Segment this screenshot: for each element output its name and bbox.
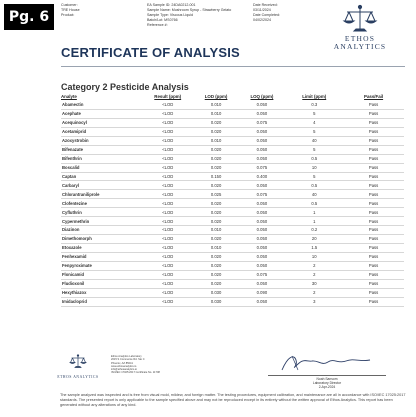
ethos-logo <box>318 4 402 51</box>
pass-fail-cell: Pass <box>343 252 404 261</box>
result-cell: <LOD <box>142 181 194 190</box>
analyte-cell: Azoxystrobin <box>61 136 142 145</box>
lod-cell: 0.020 <box>194 208 239 217</box>
analyte-cell: Bifenazate <box>61 145 142 154</box>
limit-cell: 0.5 <box>285 154 343 163</box>
completed-value: 04/02/2024 <box>253 18 271 22</box>
pass-fail-cell: Pass <box>343 172 404 181</box>
limit-cell: 0.2 <box>285 226 343 235</box>
received-label: Date Received: <box>253 3 278 7</box>
result-cell: <LOD <box>142 190 194 199</box>
reference: Reference #: <box>147 23 168 27</box>
lod-cell: 0.020 <box>194 235 239 244</box>
lod-cell: 0.010 <box>194 226 239 235</box>
table-row <box>61 145 404 154</box>
loq-cell: 0.050 <box>239 208 286 217</box>
loq-cell: 0.050 <box>239 279 286 288</box>
footer-logo-brand-text: ETHOS ANALYTICS <box>57 375 99 379</box>
loq-cell: 0.050 <box>239 154 286 163</box>
address-line: Ethos Analytics Laboratory <box>111 355 142 358</box>
pass-fail-cell: Pass <box>343 217 404 226</box>
loq-cell: 0.050 <box>239 136 286 145</box>
pass-fail-cell: Pass <box>343 101 404 109</box>
pass-fail-cell: Pass <box>343 270 404 279</box>
product-label: Product: <box>61 13 75 17</box>
result-cell: <LOD <box>142 208 194 217</box>
table-row <box>61 244 404 253</box>
loq-cell: 0.050 <box>239 297 286 306</box>
customer-label: Customer: <box>61 3 78 7</box>
batch-lot: Batch/Lot: MS0766 <box>147 18 178 22</box>
lod-cell: 0.030 <box>194 288 239 297</box>
analyte-cell: Fenpyroximate <box>61 261 142 270</box>
lod-cell: 0.150 <box>194 172 239 181</box>
result-cell: <LOD <box>142 244 194 253</box>
analyte-cell: Dimethomorph <box>61 235 142 244</box>
pass-fail-cell: Pass <box>343 127 404 136</box>
loq-cell: 0.050 <box>239 235 286 244</box>
result-cell: <LOD <box>142 226 194 235</box>
loq-cell: 0.050 <box>239 226 286 235</box>
table-header-row <box>61 94 404 101</box>
loq-cell: 0.050 <box>239 109 286 118</box>
analyte-cell: Flonicamid <box>61 270 142 279</box>
table-row <box>61 252 404 261</box>
result-cell: <LOD <box>142 235 194 244</box>
analyte-cell: Bifenthrin <box>61 154 142 163</box>
pass-fail-cell: Pass <box>343 208 404 217</box>
analyte-cell: Cyfluthrin <box>61 208 142 217</box>
title-divider <box>61 66 405 67</box>
lod-cell: 0.030 <box>194 297 239 306</box>
completed-label: Date Completed: <box>253 13 280 17</box>
table-row <box>61 136 404 145</box>
analyte-cell: Acetamiprid <box>61 127 142 136</box>
header-dates-block <box>253 3 280 23</box>
lod-cell: 0.020 <box>194 279 239 288</box>
limit-cell: 20 <box>285 235 343 244</box>
logo-brand-text: ETHOS ANALYTICS <box>333 34 387 51</box>
pass-fail-cell: Pass <box>343 261 404 270</box>
limit-cell: 5 <box>285 172 343 181</box>
loq-cell: 0.090 <box>239 288 286 297</box>
lod-cell: 0.020 <box>194 127 239 136</box>
limit-cell: 40 <box>285 136 343 145</box>
address-line: info@ethosanalytics.io <box>111 368 137 372</box>
result-cell: <LOD <box>142 118 194 127</box>
loq-cell: 0.050 <box>239 261 286 270</box>
result-cell: <LOD <box>142 288 194 297</box>
scales-of-justice-icon <box>342 4 378 34</box>
loq-cell: 0.075 <box>239 118 286 127</box>
limit-cell: 0.5 <box>285 199 343 208</box>
limit-cell: 4 <box>285 118 343 127</box>
address-line: ISO/IEC 17025:2017 Certificate No. 11708 <box>111 371 160 375</box>
table-row <box>61 261 404 270</box>
result-cell: <LOD <box>142 270 194 279</box>
limit-cell: 2 <box>285 270 343 279</box>
pass-fail-cell: Pass <box>343 145 404 154</box>
limit-cell: 30 <box>285 279 343 288</box>
analyte-cell: Captan <box>61 172 142 181</box>
limit-cell: 0.3 <box>285 101 343 109</box>
analyte-cell: Boscalid <box>61 163 142 172</box>
pass-fail-cell: Pass <box>343 297 404 306</box>
loq-cell: 0.050 <box>239 252 286 261</box>
lod-cell: 0.020 <box>194 118 239 127</box>
lod-cell: 0.010 <box>194 244 239 253</box>
table-row <box>61 181 404 190</box>
result-cell: <LOD <box>142 145 194 154</box>
table-row <box>61 154 404 163</box>
lod-cell: 0.020 <box>194 154 239 163</box>
lod-cell: 0.020 <box>194 261 239 270</box>
limit-cell: 40 <box>285 190 343 199</box>
pass-fail-cell: Pass <box>343 136 404 145</box>
result-cell: <LOD <box>142 163 194 172</box>
table-row <box>61 235 404 244</box>
signature-line <box>268 375 386 376</box>
table-row <box>61 118 404 127</box>
analyte-cell: Clofentezine <box>61 199 142 208</box>
table-row <box>61 190 404 199</box>
pass-fail-cell: Pass <box>343 163 404 172</box>
loq-cell: 0.050 <box>239 145 286 154</box>
limit-cell: 2 <box>285 261 343 270</box>
loq-cell: 0.075 <box>239 163 286 172</box>
handwritten-signature <box>268 352 388 374</box>
disclaimer-text: The sample analyzed was inspected and is free from visual mold, mildew, and foreign matter. The testing procedures, equipment calibration, and maintenance are all in accordance with ISO/IEC 17025:2017 standards. The presented report is only applicable to the sample specified above and may not be reproduced except in its entirety without the written approval of Ethos Analytics. This report has been generated without any alterations of any kind. <box>60 393 406 407</box>
limit-cell: 1 <box>285 217 343 226</box>
header-result: Result (ppm) <box>154 94 182 100</box>
lod-cell: 0.020 <box>194 217 239 226</box>
table-row <box>61 101 404 109</box>
loq-cell: 0.050 <box>239 199 286 208</box>
header-pass-fail: Pass/Fail <box>364 94 384 100</box>
limit-cell: 5 <box>285 127 343 136</box>
limit-cell: 5 <box>285 145 343 154</box>
analyte-cell: Acephate <box>61 109 142 118</box>
analyte-cell: Carbaryl <box>61 181 142 190</box>
lod-cell: 0.020 <box>194 199 239 208</box>
sample-name: Sample Name: Mushroom Syrup - Strawberry Gelato <box>147 8 232 12</box>
table-row <box>61 199 404 208</box>
address-line: 2015 S Commerce Rd. Ste C <box>111 358 145 362</box>
analyte-cell: Abamectin <box>61 101 142 109</box>
header-analyte: Analyte <box>61 94 77 100</box>
loq-cell: 0.075 <box>239 270 286 279</box>
sample-id: EA Sample ID: 24DA0212-001 <box>147 3 196 7</box>
loq-cell: 0.400 <box>239 172 286 181</box>
customer-value: TRE House <box>61 8 80 12</box>
analyte-cell: Diazinon <box>61 226 142 235</box>
pass-fail-cell: Pass <box>343 244 404 253</box>
result-cell: <LOD <box>142 172 194 181</box>
pesticide-results-table <box>61 94 404 307</box>
scales-of-justice-icon <box>69 354 87 369</box>
table-row <box>61 109 404 118</box>
lod-cell: 0.020 <box>194 163 239 172</box>
analyte-cell: Cypermethrin <box>61 217 142 226</box>
analyte-cell: Hexythiazox <box>61 288 142 297</box>
received-value: 03/11/2024 <box>253 8 271 12</box>
lod-cell: 0.020 <box>194 145 239 154</box>
certificate-title: CERTIFICATE OF ANALYSIS <box>61 45 240 60</box>
loq-cell: 0.050 <box>239 217 286 226</box>
result-cell: <LOD <box>142 261 194 270</box>
result-cell: <LOD <box>142 279 194 288</box>
sign-date: 2-Apr-2024 <box>318 385 336 390</box>
header-sample-block <box>147 3 231 28</box>
category-title: Category 2 Pesticide Analysis <box>61 82 189 92</box>
analyte-cell: Fludioxonil <box>61 279 142 288</box>
pass-fail-cell: Pass <box>343 235 404 244</box>
lod-cell: 0.025 <box>194 190 239 199</box>
table-row <box>61 208 404 217</box>
table-row <box>61 217 404 226</box>
limit-cell: 1 <box>285 208 343 217</box>
lod-cell: 0.010 <box>194 109 239 118</box>
footer-logo <box>56 354 100 379</box>
analyte-cell: Acequinocyl <box>61 118 142 127</box>
pass-fail-cell: Pass <box>343 190 404 199</box>
signer-title: Laboratory Director <box>312 381 342 386</box>
limit-cell: 2 <box>285 288 343 297</box>
analyte-cell: Imidacloprid <box>61 297 142 306</box>
lod-cell: 0.020 <box>194 270 239 279</box>
page-number-tag: Pg. 6 <box>4 4 54 30</box>
signer-block <box>268 377 386 390</box>
result-cell: <LOD <box>142 136 194 145</box>
result-cell: <LOD <box>142 297 194 306</box>
lod-cell: 0.020 <box>194 181 239 190</box>
result-cell: <LOD <box>142 217 194 226</box>
result-cell: <LOD <box>142 109 194 118</box>
table-row <box>61 127 404 136</box>
lod-cell: 0.010 <box>194 101 239 109</box>
loq-cell: 0.075 <box>239 190 286 199</box>
table-row <box>61 226 404 235</box>
signer-name: Noah Sansom <box>316 377 338 381</box>
limit-cell: 10 <box>285 252 343 261</box>
result-cell: <LOD <box>142 101 194 109</box>
limit-cell: 1.5 <box>285 244 343 253</box>
analyte-cell: Fenhexamid <box>61 252 142 261</box>
header-limit: Limit (ppm) <box>302 94 327 100</box>
analyte-cell: Etoxazole <box>61 244 142 253</box>
result-cell: <LOD <box>142 154 194 163</box>
lab-address <box>111 355 160 375</box>
pass-fail-cell: Pass <box>343 199 404 208</box>
address-line: Phoenix, AZ 85041 <box>111 361 133 365</box>
result-cell: <LOD <box>142 199 194 208</box>
pass-fail-cell: Pass <box>343 181 404 190</box>
lod-cell: 0.010 <box>194 136 239 145</box>
pass-fail-cell: Pass <box>343 109 404 118</box>
loq-cell: 0.050 <box>239 181 286 190</box>
table-row <box>61 297 404 306</box>
loq-cell: 0.050 <box>239 244 286 253</box>
limit-cell: 5 <box>285 109 343 118</box>
table-row <box>61 288 404 297</box>
loq-cell: 0.050 <box>239 127 286 136</box>
result-cell: <LOD <box>142 127 194 136</box>
header-lod: LOD (ppm) <box>204 94 228 100</box>
limit-cell: 10 <box>285 163 343 172</box>
pass-fail-cell: Pass <box>343 279 404 288</box>
pass-fail-cell: Pass <box>343 288 404 297</box>
header-loq: LOQ (ppm) <box>250 94 274 100</box>
pass-fail-cell: Pass <box>343 226 404 235</box>
limit-cell: 0.5 <box>285 181 343 190</box>
table-row <box>61 279 404 288</box>
loq-cell: 0.050 <box>239 101 286 109</box>
table-row <box>61 172 404 181</box>
table-row <box>61 163 404 172</box>
pass-fail-cell: Pass <box>343 118 404 127</box>
table-row <box>61 270 404 279</box>
address-line: www.ethosanalytics.io <box>111 364 137 368</box>
analyte-cell: Chlorantraniliprole <box>61 190 142 199</box>
pass-fail-cell: Pass <box>343 154 404 163</box>
lod-cell: 0.020 <box>194 252 239 261</box>
header-customer-block <box>61 3 80 18</box>
result-cell: <LOD <box>142 252 194 261</box>
limit-cell: 3 <box>285 297 343 306</box>
sample-type: Sample Type: Viscous Liquid <box>147 13 194 17</box>
